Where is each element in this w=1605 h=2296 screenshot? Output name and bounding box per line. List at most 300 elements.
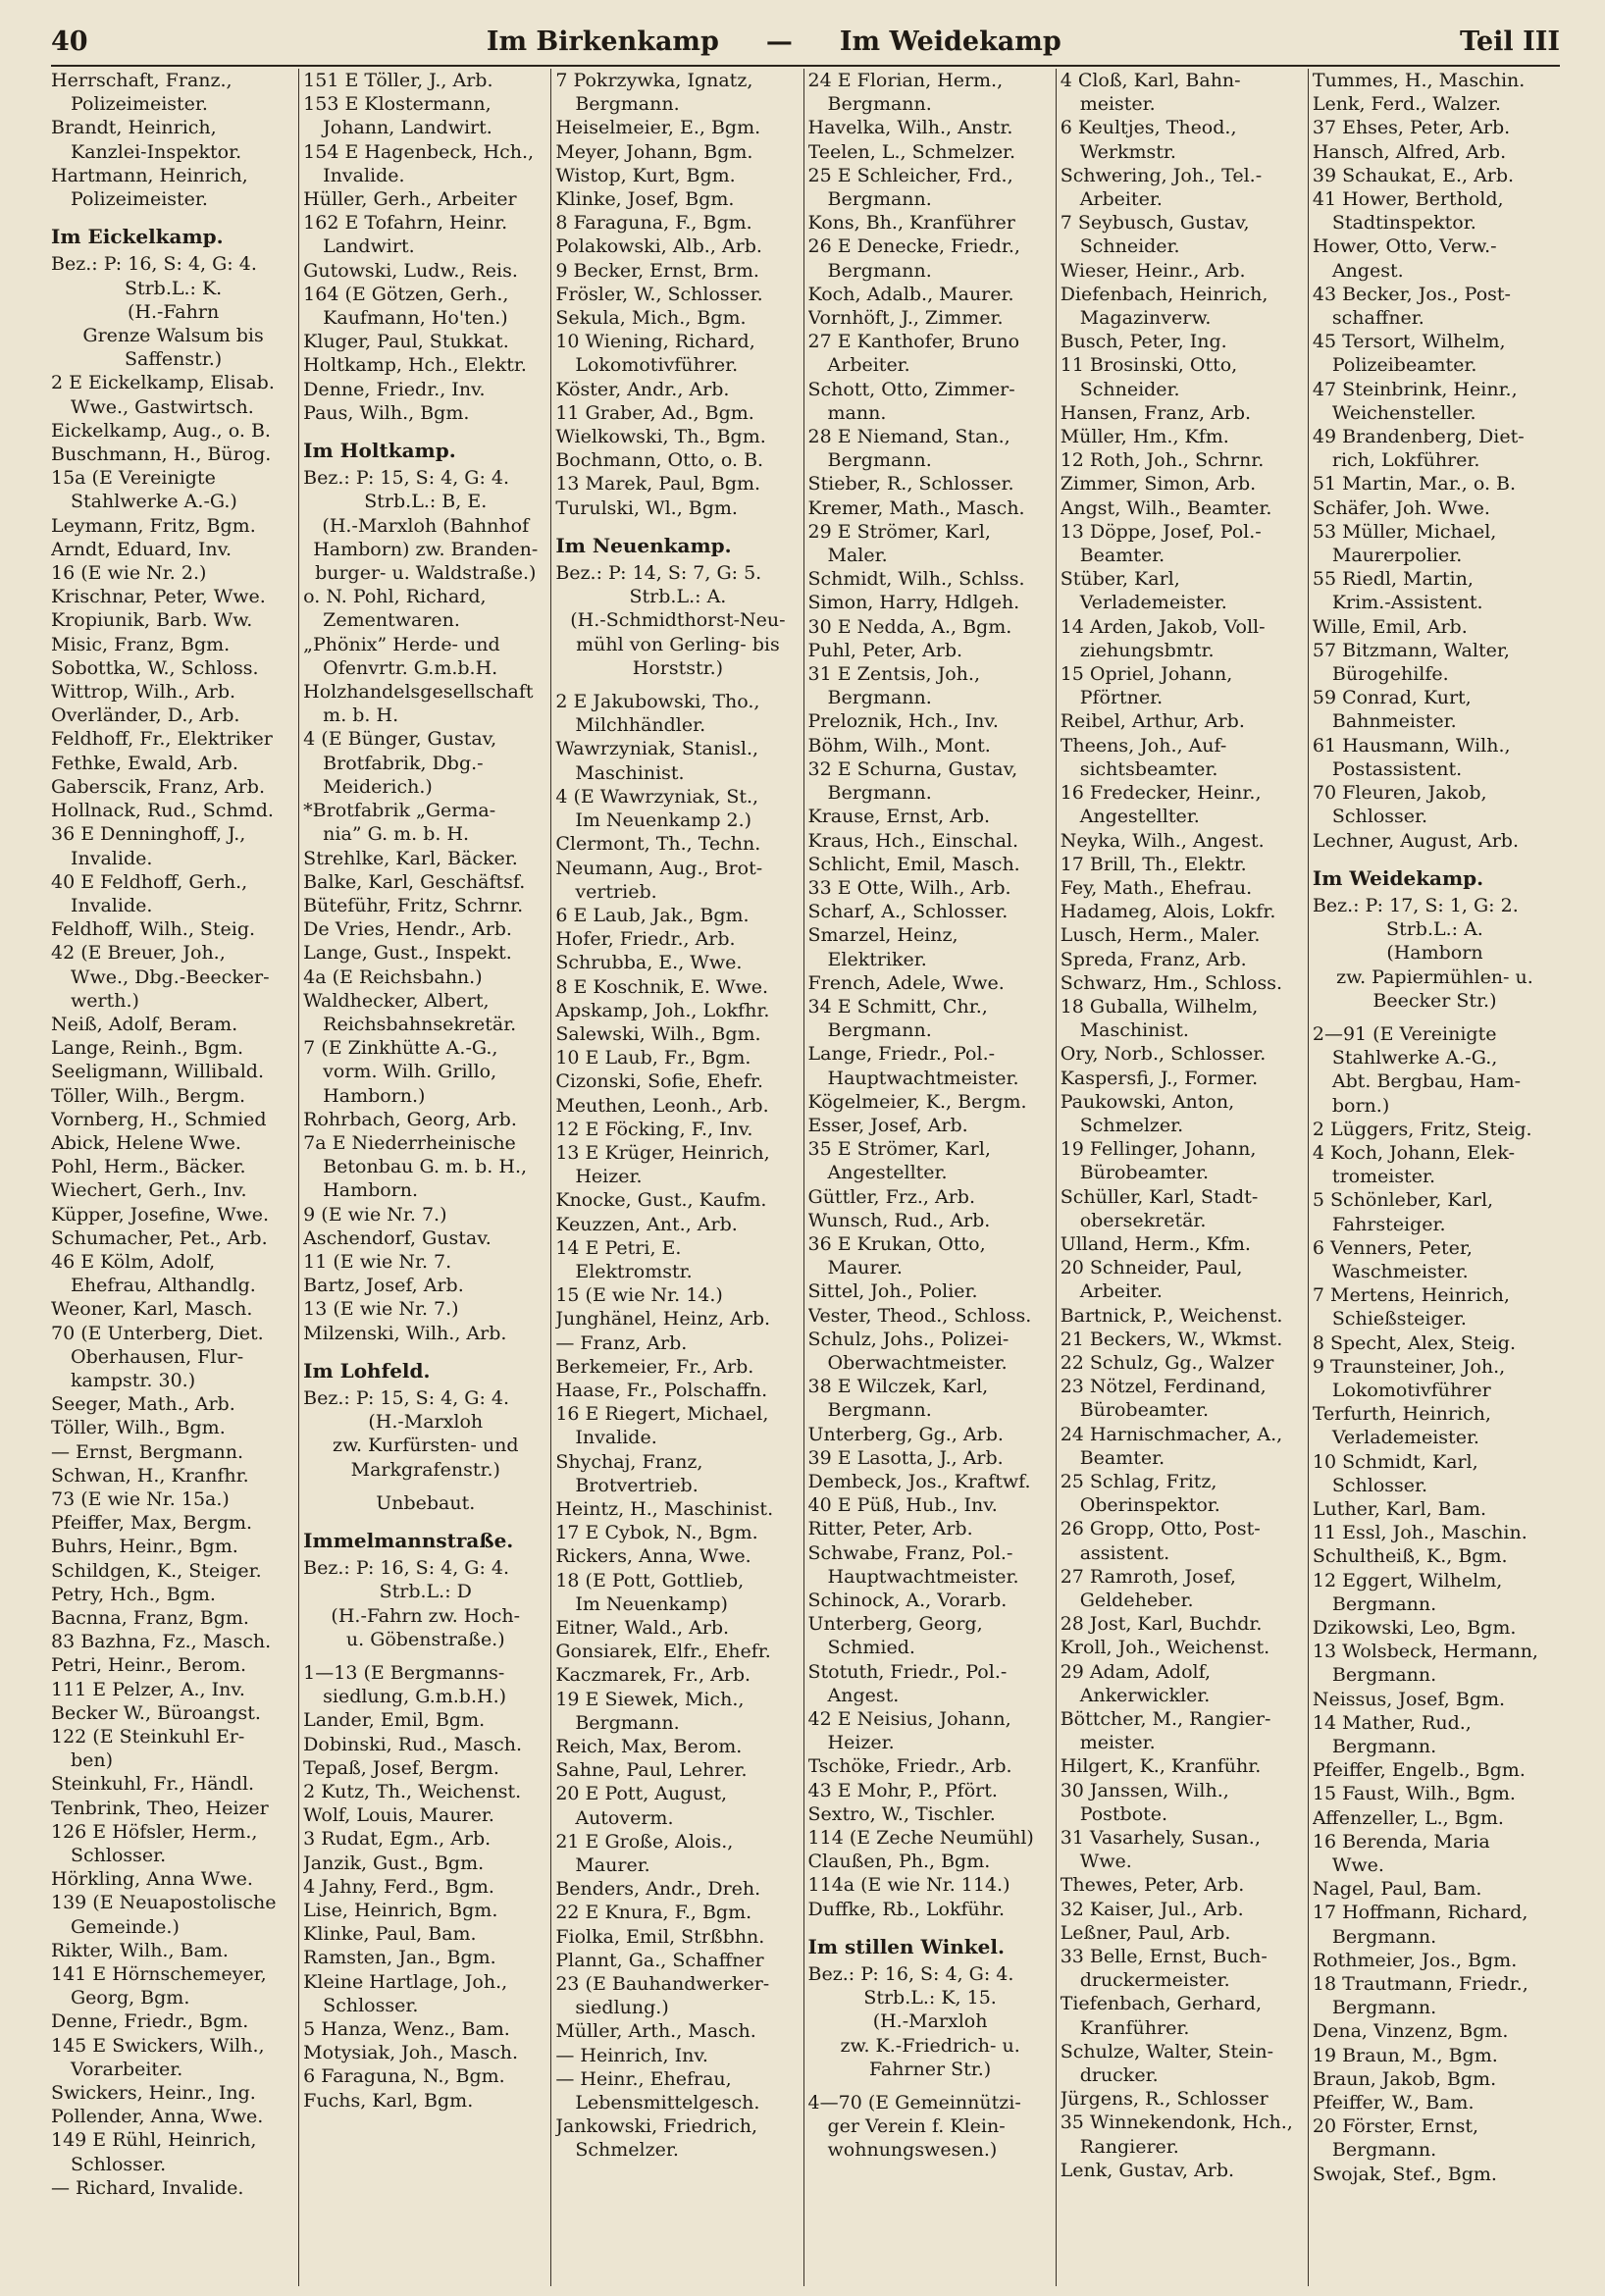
entry-line: Schildgen, K., Steiger. (51, 1559, 262, 1582)
entry-line: Swickers, Heinr., Ing. (51, 2082, 256, 2105)
entry-line: Hörkling, Anna Wwe. (51, 1868, 253, 1891)
entry-line: Jürgens, R., Schlosser (1060, 2088, 1268, 2111)
entry-line: 33 E Otte, Wilh., Arb. (807, 876, 1011, 899)
entry-line: Hansch, Alfred, Arb. (1312, 140, 1507, 163)
entry-line: Lise, Heinrich, Bgm. (303, 1900, 498, 1922)
entry-line: Böhm, Wilh., Mont. (807, 734, 991, 757)
entry-line: Maurer. (575, 1854, 650, 1877)
entry-line: Eickelkamp, Aug., o. B. (51, 419, 271, 442)
entry-line: Hartmann, Heinrich, (51, 164, 248, 186)
entry-line: 2 Kutz, Th., Weichenst. (303, 1781, 522, 1803)
entry-line: Werkmstr. (1079, 140, 1176, 163)
entry-line: Wwe., Dbg.-Beecker- (71, 965, 270, 988)
entry-line: meister. (1079, 1732, 1156, 1754)
entry-line: Rikter, Wilh., Bam. (51, 1939, 229, 1961)
entry-line: Maurerpolier. (1331, 545, 1463, 567)
entry-line: Pollender, Anna, Wwe. (51, 2106, 264, 2128)
entry-line: 19 E Siewek, Mich., (555, 1688, 745, 1710)
street-heading: Im Holtkamp. (303, 439, 456, 463)
entry-line: Overländer, D., Arb. (51, 704, 240, 727)
running-title (487, 26, 1061, 57)
entry-line: Schneider. (1079, 378, 1180, 400)
entry-line: 15 Opriel, Johann, (1060, 663, 1233, 686)
entry-line: 164 (E Götzen, Gerh., (303, 283, 509, 305)
entry-line: 122 (E Steinkuhl Er- (51, 1726, 245, 1748)
entry-line: 39 E Lasotta, J., Arb. (807, 1446, 1004, 1469)
entry-line: Schmelzer. (575, 2139, 679, 2162)
entry-line: Rickers, Anna, Wwe. (555, 1545, 751, 1568)
entry-line: Lechner, August, Arb. (1312, 829, 1519, 852)
entry-line: ben) (71, 1749, 114, 1772)
entry-line: 29 E Strömer, Karl, (807, 520, 991, 543)
entry-line: Meyer, Johann, Bgm. (555, 140, 753, 163)
entry-line: Hauptwachtmeister. (827, 1565, 1019, 1588)
spacer (303, 1482, 547, 1491)
entry-line: 20 E Pott, August, (555, 1783, 728, 1805)
entry-line: Bergmann. (1331, 1592, 1437, 1615)
entry-line: 24 Harnischmacher, A., (1060, 1423, 1283, 1445)
entry-line: 2—91 (E Vereinigte (1312, 1022, 1497, 1045)
entry-line: Bez.: P: 16, S: 4, G: 4. (303, 1557, 510, 1580)
entry-line: mann. (827, 401, 887, 424)
entry-line: Brotvertrieb. (575, 1474, 699, 1496)
entry-line: Polizeibeamter. (1331, 354, 1477, 377)
entry-line: Holtkamp, Hch., Elektr. (303, 354, 527, 377)
spacer (555, 680, 800, 690)
entry-line: 29 Adam, Adolf, (1060, 1660, 1212, 1683)
page-number: 40 (51, 26, 88, 57)
entry-line: 9 (E wie Nr. 7.) (303, 1203, 447, 1226)
entry-line: Neissus, Josef, Bgm. (1312, 1688, 1506, 1710)
entry-line: 24 E Florian, Herm., (807, 70, 1004, 91)
entry-line: 8 Specht, Alex, Steig. (1312, 1331, 1517, 1354)
entry-line: Tenbrink, Theo, Heizer (51, 1797, 269, 1819)
entry-line: Keuzzen, Ant., Arb. (555, 1213, 738, 1235)
entry-line: Dembeck, Jos., Kraftwf. (807, 1470, 1031, 1492)
entry-line: Bergmann. (827, 687, 932, 709)
entry-line: Ory, Norb., Schlosser. (1060, 1043, 1267, 1066)
entry-line: burger- u. Waldstraße.) (315, 562, 537, 585)
entry-line: Neiß, Adolf, Beram. (51, 1013, 238, 1035)
entry-line: Strb.L.: D (379, 1581, 472, 1603)
entry-line: 16 (E wie Nr. 2.) (51, 562, 207, 585)
entry-line: Strehlke, Karl, Bäcker. (303, 847, 518, 869)
entry-line: Stahlwerke A.-G., (1331, 1047, 1498, 1070)
entry-line: 9 Becker, Ernst, Brm. (555, 259, 759, 282)
entry-line: 20 Schneider, Paul, (1060, 1257, 1243, 1279)
entry-line: Neyka, Wilh., Angest. (1060, 829, 1265, 852)
entry-line: Wittrop, Wilh., Arb. (51, 681, 236, 704)
entry-line: Smarzel, Heinz, (807, 924, 958, 947)
entry-line: Arndt, Eduard, Inv. (51, 538, 233, 560)
entry-line: Johann, Landwirt. (323, 117, 492, 139)
entry-line: Lebensmittelgesch. (575, 2092, 760, 2114)
entry-line: 6 E Laub, Jak., Bgm. (555, 904, 750, 926)
entry-line: — Richard, Invalide. (51, 2176, 244, 2199)
entry-line: nia” G. m. b. H. (323, 823, 470, 846)
entry-line: Schwan, H., Kranfhr. (51, 1464, 249, 1487)
entry-line: Hüller, Gerh., Arbeiter (303, 188, 517, 211)
entry-line: mühl von Gerling- bis (576, 633, 780, 655)
street-heading: Immelmannstraße. (303, 1528, 514, 1552)
entry-line: Reichsbahnsekretär. (323, 1013, 517, 1035)
entry-line: Misic, Franz, Bgm. (51, 633, 231, 655)
entry-line: Petry, Hch., Bgm. (51, 1583, 216, 1605)
entry-line: Wwe. (1079, 1851, 1132, 1873)
entry-line: Aschendorf, Gustav. (303, 1226, 492, 1249)
entry-line: Bergmann. (827, 1019, 932, 1042)
entry-line: 25 Schlag, Fritz, (1060, 1470, 1217, 1492)
entry-line: Töller, Wilh., Bergm. (51, 1084, 246, 1107)
entry-line: Bürobeamter. (1079, 1162, 1210, 1184)
entry-line: 25 E Schleicher, Frd., (807, 164, 1013, 186)
entry-line: 11 Essl, Joh., Maschin. (1312, 1522, 1527, 1544)
entry-line: Schwarz, Hm., Schloss. (1060, 971, 1282, 994)
entry-line: Grenze Walsum bis (82, 325, 264, 347)
entry-line: Vornberg, H., Schmied (51, 1108, 267, 1130)
entry-line: Fethke, Ewald, Arb. (51, 752, 238, 774)
entry-line: Beamter. (1079, 1446, 1165, 1469)
entry-line: 6 Faraguna, N., Bgm. (303, 2065, 505, 2088)
entry-line: Zementwaren. (323, 609, 460, 632)
entry-line: Schießsteiger. (1331, 1308, 1467, 1331)
entry-line: (H.-Schmidthorst-Neu- (570, 609, 786, 632)
entry-line: 45 Tersort, Wilhelm, (1312, 331, 1506, 353)
entry-line: 4 Cloß, Karl, Bahn- (1060, 70, 1241, 91)
entry-line: 18 Guballa, Wilhelm, (1060, 995, 1259, 1018)
entry-line: Steinkuhl, Fr., Händl. (51, 1773, 255, 1796)
entry-line: Weoner, Karl, Masch. (51, 1298, 253, 1321)
entry-line: Wistop, Kurt, Bgm. (555, 164, 736, 186)
entry-line: 5 Schönleber, Karl, (1312, 1189, 1494, 1212)
entry-line: Rothmeier, Jos., Bgm. (1312, 1949, 1518, 1971)
entry-line: 3 Rudat, Egm., Arb. (303, 1828, 492, 1851)
entry-line: (Hamborn (1386, 942, 1483, 965)
entry-line: Georg, Bgm. (71, 1987, 190, 2009)
entry-line: 36 E Krukan, Otto, (807, 1232, 986, 1255)
entry-line: 19 Fellinger, Johann, (1060, 1138, 1257, 1161)
entry-line: Hofer, Friedr., Arb. (555, 928, 736, 951)
entry-line: 15a (E Vereinigte (51, 467, 216, 490)
entry-line: 28 E Niemand, Stan., (807, 426, 1010, 448)
entry-line: Vornhöft, J., Zimmer. (807, 307, 1004, 330)
entry-line: 11 Brosinski, Otto, (1060, 354, 1238, 377)
entry-line: Knocke, Gust., Kaufm. (555, 1189, 767, 1212)
entry-line: Hamborn. (323, 1179, 419, 1202)
entry-line: vorm. Wilh. Grillo, (323, 1061, 497, 1083)
entry-line: Strb.L.: A. (629, 586, 727, 608)
entry-line: Schlosser. (71, 2153, 167, 2175)
spacer (1313, 1013, 1557, 1022)
entry-columns (51, 69, 1560, 2286)
entry-line: Petri, Heinr., Berom. (51, 1654, 247, 1677)
entry-line: 27 Ramroth, Josef, (1060, 1565, 1236, 1588)
entry-line: Polakowski, Alb., Arb. (555, 235, 762, 258)
entry-line: Sittel, Joh., Polier. (807, 1280, 978, 1303)
entry-line: Buschmann, H., Bürog. (51, 444, 272, 466)
entry-line: Gutowski, Ludw., Reis. (303, 259, 518, 282)
entry-line: Bergmann. (827, 782, 932, 805)
entry-line: Luther, Karl, Bam. (1312, 1497, 1487, 1520)
entry-line: Bürobeamter. (1079, 1399, 1210, 1422)
entry-line: Stahlwerke A.-G.) (71, 491, 237, 513)
entry-line: 11 (E wie Nr. 7. (303, 1250, 452, 1273)
entry-line: 7 Pokrzywka, Ignatz, (555, 70, 753, 91)
entry-line: Küpper, Josefine, Wwe. (51, 1203, 270, 1226)
entry-line: 14 Mather, Rud., (1312, 1711, 1472, 1734)
entry-line: Kropiunik, Barb. Ww. (51, 609, 253, 632)
entry-line: Hamborn.) (323, 1084, 426, 1107)
entry-line: Tiefenbach, Gerhard, (1060, 1993, 1262, 2015)
spacer (808, 2081, 1053, 2091)
entry-line: Reich, Max, Berom. (555, 1736, 743, 1758)
entry-line: 4 Koch, Johann, Elek- (1312, 1141, 1516, 1164)
directory-column (1308, 69, 1560, 2286)
entry-line: Hower, Otto, Verw.- (1312, 235, 1497, 258)
entry-line: 32 Kaiser, Jul., Arb. (1060, 1898, 1244, 1920)
entry-line: Heiselmeier, E., Bgm. (555, 117, 761, 139)
entry-line: 23 Nötzel, Ferdinand, (1060, 1376, 1267, 1398)
entry-line: Terfurth, Heinrich, (1312, 1403, 1491, 1426)
entry-line: Schlicht, Emil, Masch. (807, 853, 1020, 875)
entry-line: — Franz, Arb. (555, 1331, 688, 1354)
entry-line: Lokomotivführer (1331, 1379, 1491, 1401)
entry-line: Feldhoff, Fr., Elektriker (51, 728, 273, 751)
entry-line: 6 Venners, Peter, (1312, 1236, 1473, 1259)
entry-line: assistent. (1079, 1541, 1170, 1564)
entry-line: sichtsbeamter. (1079, 757, 1218, 780)
entry-line: 5 Hanza, Wenz., Bam. (303, 2018, 510, 2041)
entry-line: 59 Conrad, Kurt, (1312, 687, 1472, 709)
entry-line: 114 (E Zeche Neumühl) (807, 1827, 1034, 1850)
entry-line: Benders, Andr., Dreh. (555, 1878, 761, 1901)
entry-line: Schneider. (1079, 235, 1180, 258)
entry-line: 53 Müller, Michael, (1312, 520, 1497, 543)
entry-line: Arbeiter. (1079, 1280, 1163, 1303)
entry-line: Strb.L.: K, 15. (863, 1987, 997, 2009)
entry-line: Kons, Bh., Kranführer (807, 212, 1015, 235)
entry-line: Vester, Theod., Schloss. (807, 1304, 1032, 1327)
entry-line: Maschinist. (1079, 1019, 1189, 1042)
entry-line: rich, Lokführer. (1331, 449, 1480, 472)
entry-line: 7 Seybusch, Gustav, (1060, 212, 1250, 235)
entry-line: Kaufmann, Ho'ten.) (323, 307, 508, 330)
entry-line: Lenk, Ferd., Walzer. (1312, 93, 1501, 116)
entry-line: Havelka, Wilh., Anstr. (807, 117, 1013, 139)
entry-line: Wieser, Heinr., Arb. (1060, 259, 1246, 282)
entry-line: werth.) (71, 989, 139, 1012)
entry-line: 4 Jahny, Ferd., Bgm. (303, 1875, 494, 1898)
entry-line: Kögelmeier, K., Bergm. (807, 1090, 1027, 1113)
entry-line: Kanzlei-Inspektor. (71, 140, 242, 163)
entry-line: Maurer. (827, 1257, 903, 1279)
entry-line: Schinock, A., Vorarb. (807, 1590, 1008, 1611)
street-heading: Im Lohfeld. (303, 1358, 431, 1383)
entry-line: Brandt, Heinrich, (51, 117, 217, 139)
entry-line: Stüber, Karl, (1060, 568, 1180, 591)
entry-line: Berkemeier, Fr., Arb. (555, 1355, 754, 1378)
entry-line: Schrubba, E., Wwe. (555, 952, 743, 974)
entry-line: Güttler, Frz., Arb. (807, 1185, 975, 1208)
entry-line: Wawrzyniak, Stanisl., (555, 738, 759, 760)
entry-line: Wwe., Gastwirtsch. (71, 395, 254, 418)
entry-line: Duffke, Rb., Lokführ. (807, 1898, 1006, 1920)
entry-line: Ulland, Herm., Kfm. (1060, 1232, 1251, 1255)
entry-line: 2 Lüggers, Fritz, Steig. (1312, 1118, 1532, 1140)
entry-line: Bergmann. (827, 188, 932, 211)
entry-line: Magazinverw. (1079, 307, 1212, 330)
entry-line: 10 Schmidt, Karl, (1312, 1450, 1478, 1473)
entry-line: Wielkowski, Th., Bgm. (555, 426, 766, 448)
entry-line: Schüller, Karl, Stadt- (1060, 1185, 1259, 1208)
entry-line: Kleine Hartlage, Joh., (303, 1970, 508, 1993)
entry-line: 35 Winnekendonk, Hch., (1060, 2112, 1293, 2134)
entry-line: Lenk, Gustav, Arb. (1060, 2159, 1235, 2181)
entry-line: Geldeheber. (1079, 1590, 1194, 1611)
entry-line: Postassistent. (1331, 757, 1463, 780)
entry-line: Schulze, Walter, Stein- (1060, 2040, 1274, 2062)
entry-line: Ramsten, Jan., Bgm. (303, 1947, 496, 1969)
entry-line: Haase, Fr., Polschaffn. (555, 1379, 768, 1401)
entry-line: Unterberg, Gg., Arb. (807, 1423, 1004, 1445)
entry-line: Motysiak, Joh., Masch. (303, 2042, 519, 2064)
entry-line: 10 Wiening, Richard, (555, 331, 755, 353)
entry-line: Horststr.) (632, 656, 724, 679)
entry-line: 42 E Neisius, Johann, (807, 1708, 1011, 1731)
entry-line: French, Adele, Wwe. (807, 971, 1005, 994)
entry-line: drucker. (1079, 2064, 1159, 2087)
entry-line: Abick, Helene Wwe. (51, 1131, 241, 1154)
entry-line: 73 (E wie Nr. 15a.) (51, 1487, 230, 1510)
entry-line: Wiechert, Gerh., Inv. (51, 1179, 247, 1202)
directory-column (803, 69, 1056, 2286)
entry-line: Sekula, Mich., Bgm. (555, 307, 747, 330)
street-heading: Im Eickelkamp. (51, 225, 224, 249)
entry-line: Markgrafenstr.) (350, 1458, 500, 1481)
entry-line: Braun, Jakob, Bgm. (1312, 2067, 1497, 2090)
entry-line: 19 Braun, M., Bgm. (1312, 2044, 1498, 2066)
entry-line: Oberinspektor. (1079, 1494, 1220, 1517)
entry-line: u. Göbenstraße.) (345, 1628, 505, 1650)
entry-line: Diefenbach, Heinrich, (1060, 283, 1268, 305)
entry-line: Scharf, A., Schlosser. (807, 901, 1009, 923)
entry-line: Oberhausen, Flur- (71, 1345, 244, 1368)
entry-line: Sextro, W., Tischler. (807, 1802, 996, 1825)
entry-line: Fuchs, Karl, Bgm. (303, 2089, 474, 2112)
entry-line: Wwe. (1331, 1854, 1384, 1877)
entry-line: Bergmann. (827, 1399, 932, 1422)
entry-line: Arbeiter. (827, 354, 910, 377)
entry-line: Sahne, Paul, Lehrer. (555, 1759, 748, 1782)
entry-line: Heintz, H., Maschinist. (555, 1497, 774, 1520)
directory-column (1056, 69, 1308, 2286)
entry-line: 111 E Pelzer, A., Inv. (51, 1678, 245, 1700)
entry-line: Bergmann. (827, 449, 932, 472)
entry-line: Ankerwickler. (1079, 1684, 1211, 1706)
entry-line: 20 Förster, Ernst, (1312, 2115, 1479, 2138)
entry-line: Angestellter. (827, 1162, 948, 1184)
entry-line: Bergmann. (575, 93, 680, 116)
entry-line: Unbebaut. (376, 1491, 476, 1514)
entry-line: 1—13 (E Bergmanns- (303, 1662, 505, 1684)
entry-line: Paukowski, Anton, (1060, 1090, 1235, 1113)
entry-line: — Heinr., Ehefrau, (555, 2067, 732, 2090)
entry-line: meister. (1079, 93, 1156, 116)
entry-line: 30 E Nedda, A., Bgm. (807, 615, 1012, 638)
entry-line: Saffenstr.) (125, 348, 223, 371)
entry-line: 4 (E Wawrzyniak, St., (555, 785, 759, 808)
entry-line: Gonsiarek, Elfr., Ehefr. (555, 1641, 771, 1663)
entry-line: Töller, Wilh., Bgm. (51, 1417, 226, 1439)
directory-column (51, 69, 298, 2286)
entry-line: Junghänel, Heinz, Arb. (555, 1308, 771, 1331)
entry-line: Waschmeister. (1331, 1260, 1469, 1282)
entry-line: Lange, Friedr., Pol.- (807, 1043, 996, 1066)
entry-line: 40 E Feldhoff, Gerh., (51, 870, 248, 893)
entry-line: Beecker Str.) (1372, 989, 1497, 1012)
entry-line: Angest. (1331, 259, 1404, 282)
entry-line: 16 E Riegert, Michael, (555, 1403, 769, 1426)
entry-line: Ehefrau, Althandlg. (71, 1275, 256, 1297)
entry-line: Kluger, Paul, Stukkat. (303, 331, 509, 353)
entry-line: 17 Hoffmann, Richard, (1312, 1902, 1528, 1924)
entry-line: Ritter, Peter, Arb. (807, 1518, 973, 1540)
entry-line: 26 Gropp, Otto, Post- (1060, 1518, 1261, 1540)
entry-line: Krischnar, Peter, Wwe. (51, 586, 266, 608)
entry-line: Puhl, Peter, Arb. (807, 639, 963, 661)
entry-line: Buhrs, Heinr., Bgm. (51, 1536, 238, 1558)
entry-line: Bochmann, Otto, o. B. (555, 449, 764, 472)
entry-line: Reibel, Arthur, Arb. (1060, 710, 1245, 733)
entry-line: 32 E Schurna, Gustav, (807, 757, 1018, 780)
entry-line: 21 Beckers, W., Wkmst. (1060, 1328, 1283, 1350)
entry-line: zw. Kurfürsten- und (333, 1435, 519, 1457)
entry-line: 22 Schulz, Gg., Walzer (1060, 1351, 1274, 1374)
entry-line: Dzikowski, Leo, Bgm. (1312, 1617, 1517, 1639)
entry-line: (H.-Marxloh (368, 1411, 484, 1434)
entry-line: Im Neuenkamp) (575, 1592, 728, 1615)
entry-line: Invalide. (71, 847, 153, 869)
entry-line: Pfeiffer, W., Bam. (1312, 2092, 1475, 2114)
entry-line: 38 E Wilczek, Karl, (807, 1376, 989, 1398)
entry-line: 16 Fredecker, Heinr., (1060, 782, 1262, 805)
entry-line: born.) (1331, 1094, 1390, 1117)
entry-line: Heizer. (827, 1732, 895, 1754)
entry-line: Lange, Reinh., Bgm. (51, 1037, 244, 1060)
entry-line: 12 Eggert, Wilhelm, (1312, 1569, 1503, 1592)
entry-line: Kraus, Hch., Einschal. (807, 829, 1019, 852)
entry-line: Plannt, Ga., Schaffner (555, 1949, 764, 1971)
entry-line: schaffner. (1331, 307, 1424, 330)
entry-line: druckermeister. (1079, 1969, 1230, 1992)
entry-line: Hollnack, Rud., Schmd. (51, 800, 274, 822)
entry-line: 126 E Höfsler, Herm., (51, 1820, 258, 1843)
entry-line: tromeister. (1331, 1166, 1436, 1188)
header-rule (51, 65, 1560, 67)
entry-line: Turulski, Wl., Bgm. (555, 496, 738, 519)
entry-line: 13 (E wie Nr. 7.) (303, 1298, 459, 1321)
entry-line: 14 Arden, Jakob, Voll- (1060, 615, 1266, 638)
entry-line: Eitner, Wald., Arb. (555, 1617, 730, 1639)
entry-line: Lusch, Herm., Maler. (1060, 924, 1261, 947)
entry-line: Autoverm. (575, 1806, 674, 1829)
entry-line: Kroll, Joh., Weichenst. (1060, 1637, 1270, 1659)
entry-line: 55 Riedl, Martin, (1312, 568, 1474, 591)
entry-line: 23 (E Bauhandwerker- (555, 1973, 770, 1996)
entry-line: Stadtinspektor. (1331, 212, 1476, 235)
entry-line: kampstr. 30.) (71, 1369, 196, 1391)
entry-line: (H.-Marxloh (Bahnhof (322, 514, 530, 537)
